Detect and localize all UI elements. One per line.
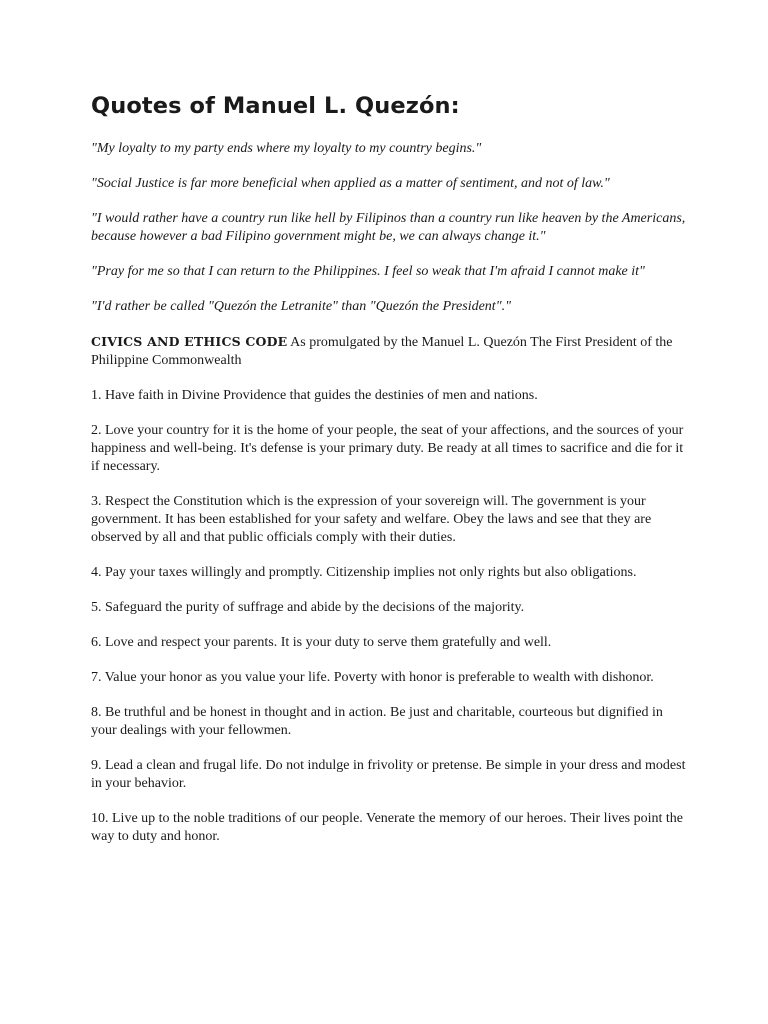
code-item-4: 4. Pay your taxes willingly and promptly. Citizenship implies not only rights but also obligations. — [91, 565, 637, 580]
code-item-9: 9. Lead a clean and frugal life. Do not indulge in frivolity or pretense. Be simple in your dress and modest in your behavior. — [91, 758, 686, 791]
quote-2: "Social Justice is far more beneficial when applied as a matter of sentiment, and not of law." — [91, 176, 610, 191]
code-item-5: 5. Safeguard the purity of suffrage and abide by the decisions of the majority. — [91, 600, 525, 615]
quote-3: "I would rather have a country run like hell by Filipinos than a country run like heaven by the Americans, because however a bad Filipino government might be, we can always change it." — [91, 211, 686, 244]
code-intro-paragraph — [91, 333, 691, 370]
quote-4: "Pray for me so that I can return to the Philippines. I feel so weak that I'm afraid I cannot make it" — [91, 264, 645, 279]
quote-1: "My loyalty to my party ends where my loyalty to my country begins." — [91, 141, 482, 156]
code-item-8: 8. Be truthful and be honest in thought and in action. Be just and charitable, courteous but dignified in your dealings with your fellowmen. — [91, 705, 663, 738]
quote-5: "I'd rather be called "Quezón the Letranite" than "Quezón the President"." — [91, 299, 511, 314]
code-item-7: 7. Value your honor as you value your life. Poverty with honor is preferable to wealth with dishonor. — [91, 670, 654, 685]
code-item-10: 10. Live up to the noble traditions of our people. Venerate the memory of our heroes. Their lives point the way to duty and honor. — [91, 811, 683, 844]
page-title: Quotes of Manuel L. Quezón: — [91, 93, 460, 119]
code-heading: CIVICS AND ETHICS CODE — [91, 334, 288, 349]
code-item-6: 6. Love and respect your parents. It is your duty to serve them gratefully and well. — [91, 635, 552, 650]
code-item-2: 2. Love your country for it is the home of your people, the seat of your affections, and the sources of your happiness and well-being. It's defense is your primary duty. Be ready at all times to sacrifice and die for it if necessary. — [91, 423, 684, 474]
code-intro-text: As promulgated by the Manuel L. Quezón The First President of the Philippine Commonwealth — [91, 335, 673, 368]
document-page — [91, 92, 691, 863]
code-item-3: 3. Respect the Constitution which is the expression of your sovereign will. The government is your government. It has been established for your safety and welfare. Obey the laws and see that they are observed by all and that public officials comply with their duties. — [91, 494, 652, 545]
code-item-1: 1. Have faith in Divine Providence that guides the destinies of men and nations. — [91, 388, 538, 403]
